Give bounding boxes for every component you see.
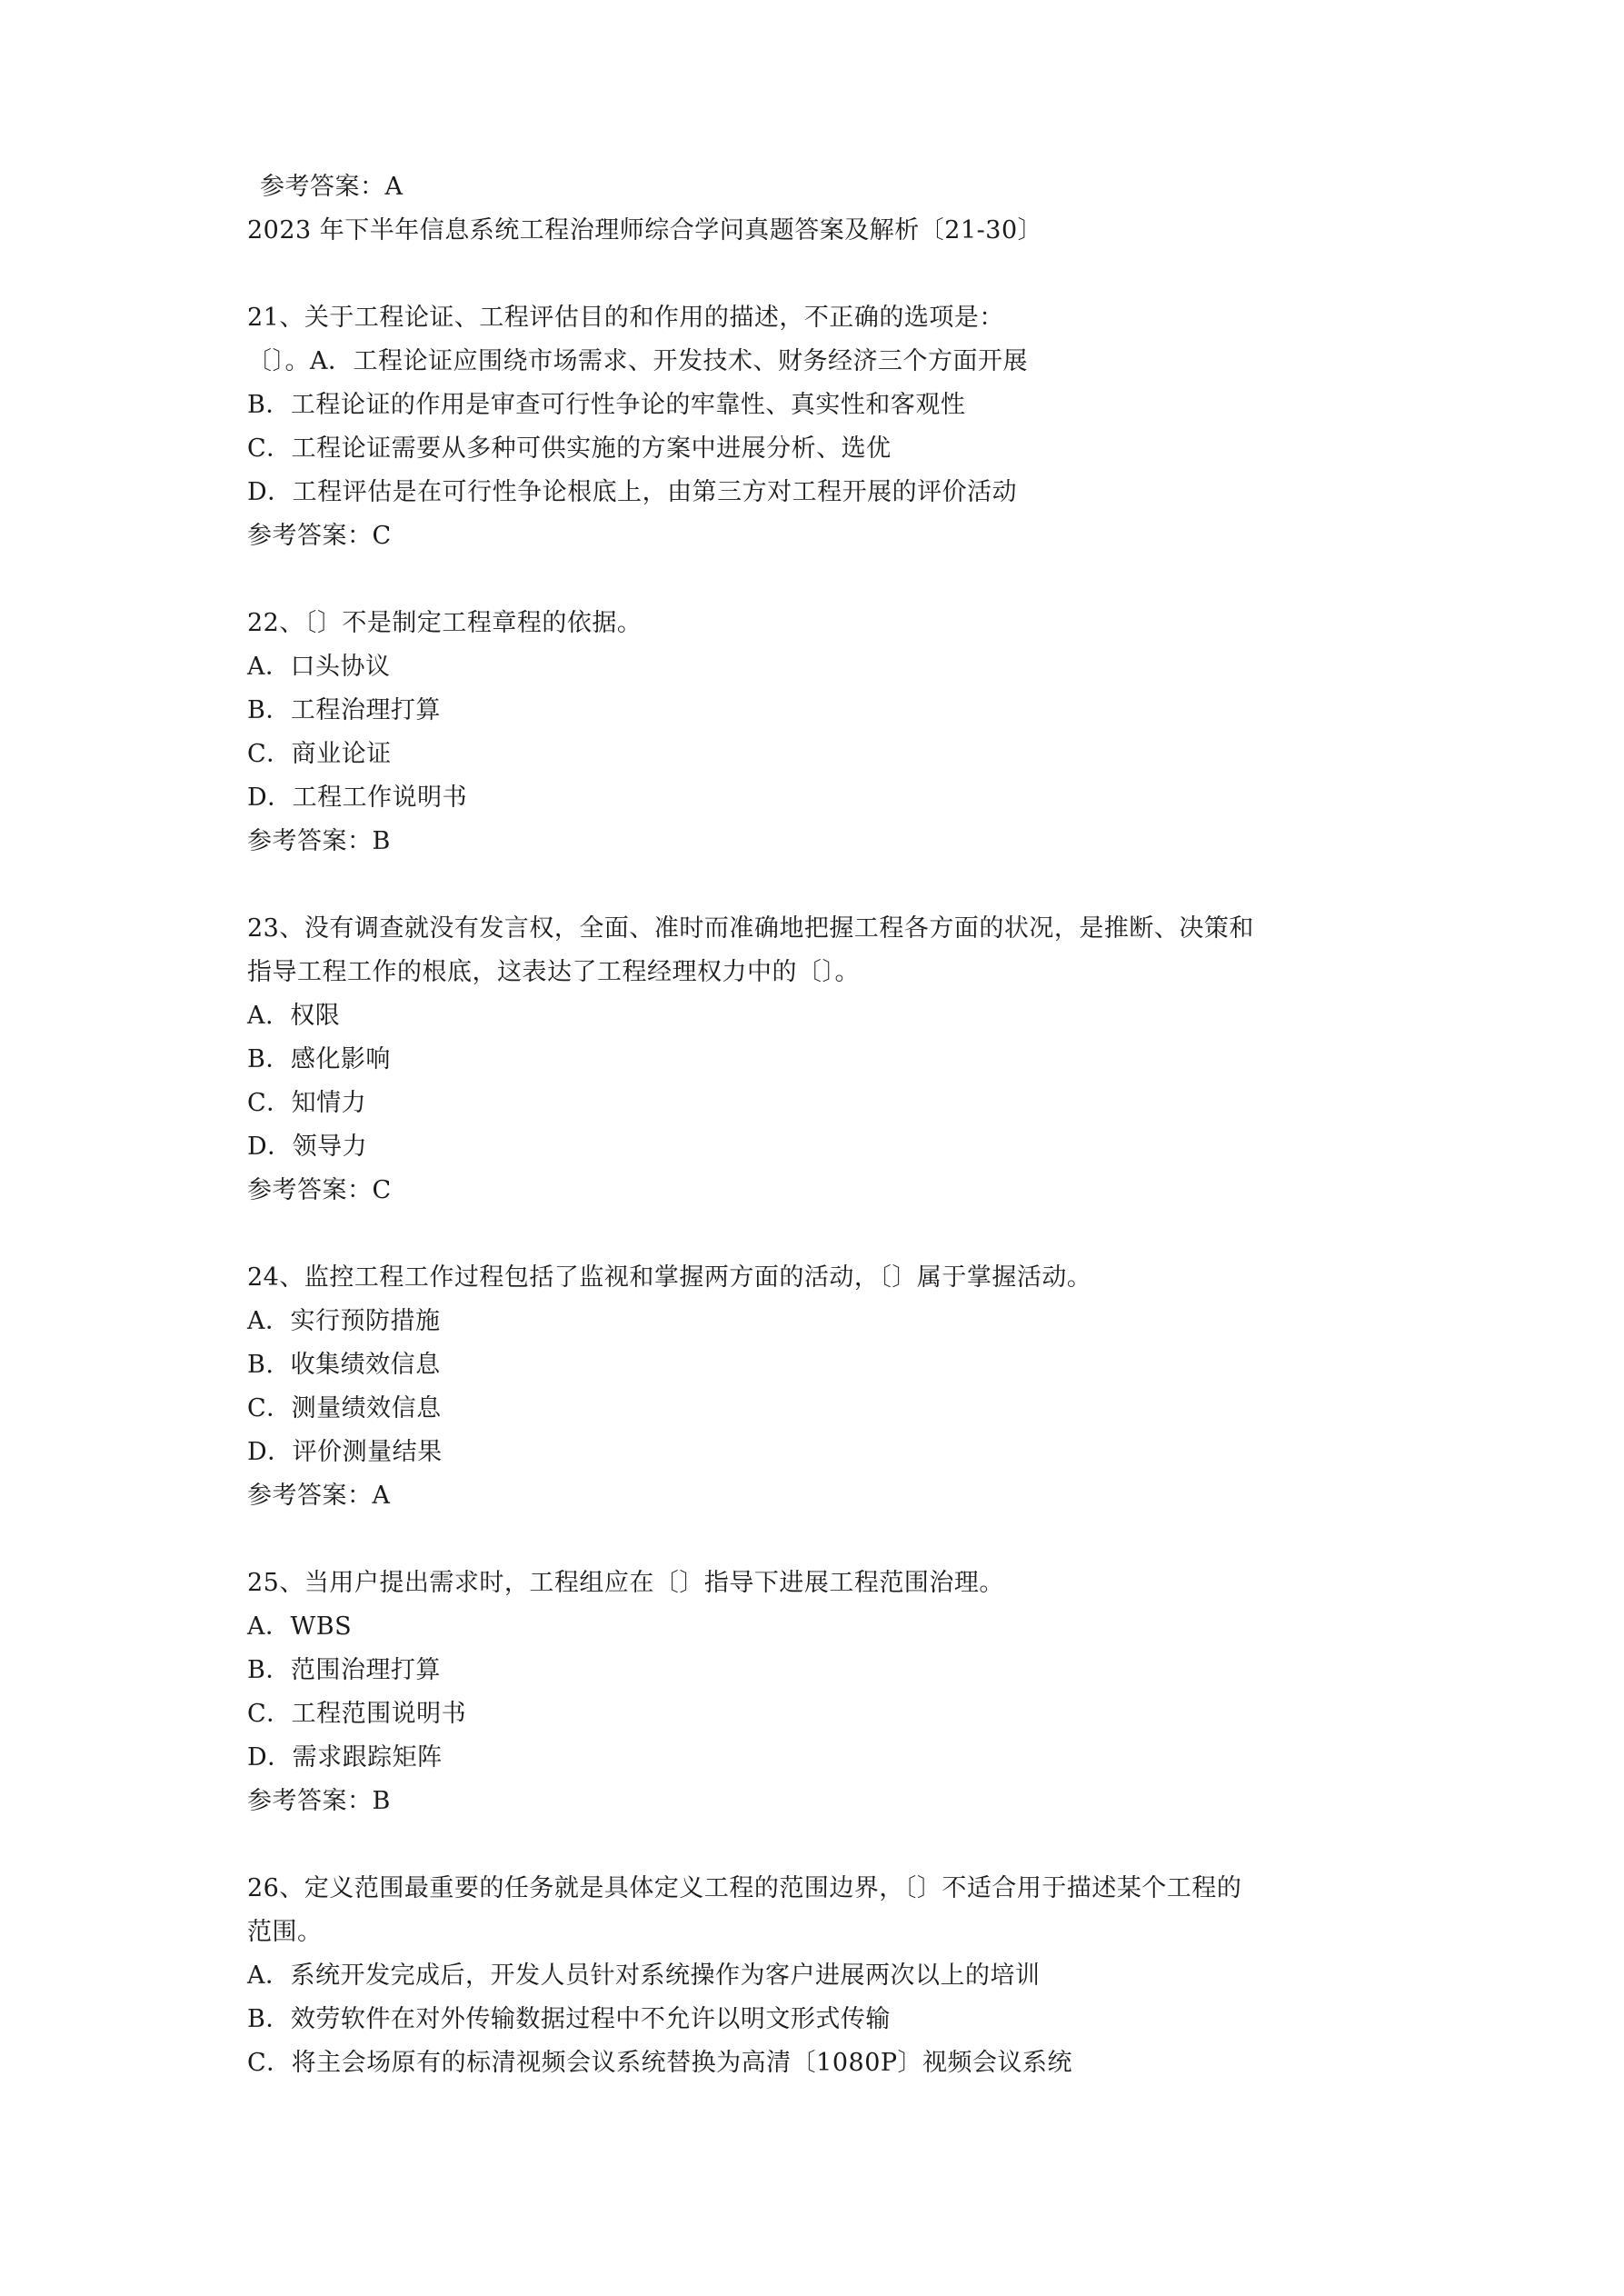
question-option: A. 权限 (247, 1002, 341, 1030)
spacer (247, 1823, 1392, 1867)
question-stem-line: 24、监控工程工作过程包括了监视和掌握两方面的活动，〔〕属于掌握活动。 (247, 1263, 1092, 1292)
spacer (247, 1518, 1392, 1562)
question-option: C．将主会场原有的标清视频会议系统替换为高清〔1080P〕视频会议系统 (247, 2049, 1073, 2077)
question-stem-line: 23、没有调查就没有发言权，全面、准时而准确地把握工程各方面的状况，是推断、决策和 (247, 914, 1254, 943)
document-body (247, 165, 1392, 2085)
spacer (247, 253, 1392, 296)
question-answer: 参考答案：B (247, 827, 391, 855)
question-option: A．系统开发完成后，开发人员针对系统操作为客户进展两次以上的培训 (247, 1962, 1041, 1990)
question-option: C．测量绩效信息 (247, 1394, 442, 1423)
question-option: C．工程范围说明书 (247, 1700, 467, 1728)
question-23 (247, 907, 1392, 1213)
question-option: C．商业论证 (247, 740, 392, 768)
question-21 (247, 296, 1392, 558)
question-25 (247, 1562, 1392, 1823)
question-option: A．口头协议 (247, 653, 391, 681)
question-option: D．需求跟踪矩阵 (247, 1743, 443, 1772)
question-option: D．领导力 (247, 1133, 368, 1161)
question-stem-line: 范围。 (247, 1918, 323, 1946)
question-answer: 参考答案：A (247, 1482, 391, 1510)
spacer (247, 863, 1392, 907)
question-option: B．范围治理打算 (247, 1656, 441, 1684)
question-option: B. 收集绩效信息 (247, 1351, 441, 1379)
question-24 (247, 1256, 1392, 1518)
question-option: C．知情力 (247, 1089, 367, 1117)
question-option: A．WBS (247, 1612, 353, 1641)
question-stem-line: 21、关于工程论证、工程评估目的和作用的描述，不正确的选项是： (247, 304, 1004, 332)
section-heading: 2023 年下半年信息系统工程治理师综合学问真题答案及解析〔21-30〕 (247, 216, 1043, 245)
question-stem-line: 26、定义范围最重要的任务就是具体定义工程的范围边界，〔〕不适合用于描述某个工程的 (247, 1874, 1242, 1902)
question-option: D．评价测量结果 (247, 1438, 443, 1466)
question-option: D．工程评估是在可行性争论根底上，由第三方对工程开展的评价活动 (247, 478, 1018, 506)
question-22 (247, 602, 1392, 863)
question-option: B．效劳软件在对外传输数据过程中不允许以明文形式传输 (247, 2005, 891, 2033)
question-option: B．感化影响 (247, 1045, 391, 1073)
question-answer: 参考答案：B (247, 1787, 391, 1815)
previous-answer: 参考答案：A (260, 173, 404, 201)
question-stem-line: 25、当用户提出需求时，工程组应在〔〕指导下进展工程范围治理。 (247, 1569, 1004, 1597)
question-stem-line: 22、〔〕不是制定工程章程的依据。 (247, 609, 643, 637)
question-option: D．工程工作说明书 (247, 784, 468, 812)
question-stem-line: 〔〕。A．工程论证应围绕市场需求、开发技术、财务经济三个方面开展 (247, 347, 1028, 375)
question-option: C．工程论证需要从多种可供实施的方案中进展分析、选优 (247, 434, 892, 463)
question-stem-line: 指导工程工作的根底，这表达了工程经理权力中的〔〕。 (247, 958, 860, 986)
question-option: A．实行预防措施 (247, 1307, 441, 1335)
spacer (247, 558, 1392, 602)
question-26 (247, 1867, 1392, 2085)
question-answer: 参考答案：C (247, 522, 392, 550)
question-answer: 参考答案：C (247, 1176, 392, 1204)
question-option: B．工程论证的作用是审查可行性争论的牢靠性、真实性和客观性 (247, 391, 966, 419)
question-option: B．工程治理打算 (247, 696, 441, 724)
spacer (247, 1213, 1392, 1256)
